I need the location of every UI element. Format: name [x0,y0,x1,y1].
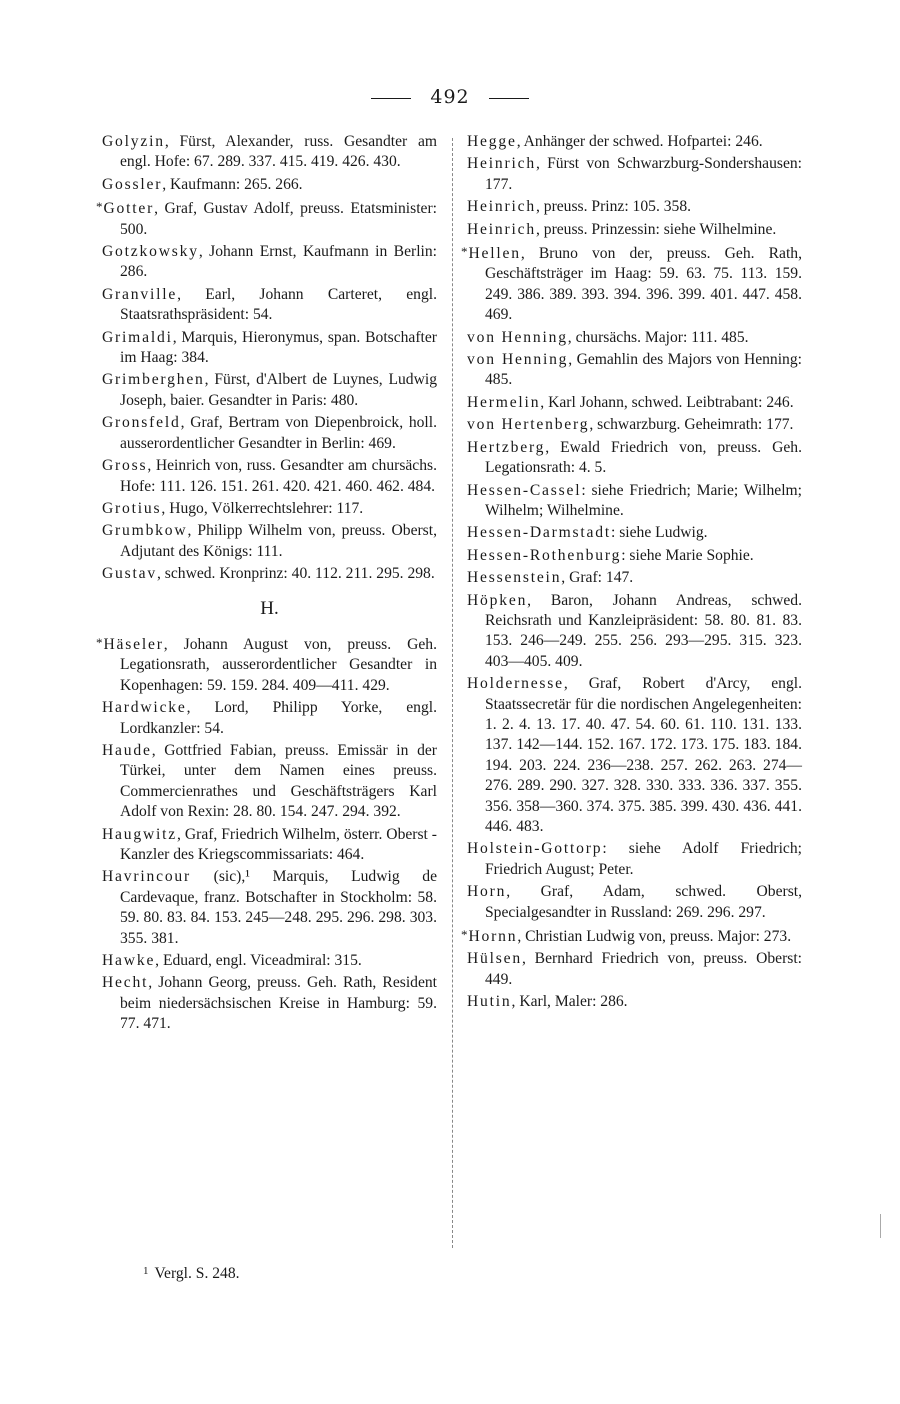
entry-text: , Gottfried Fabian, preuss. Emissär in der Türkei, unter dem Namen eines preuss. Commercienrathes und Geschäftsträgers Karl Adolf von Rexin: 28. 80. 154. 247. 294. 392. [120,741,437,821]
entry-text: , Johann Ernst, Kaufmann in Berlin: 286. [120,243,437,281]
entry-headword: Havrincour [102,868,192,886]
asterisk-icon: * [461,927,468,943]
index-entry [102,175,437,195]
entry-headword: Gronsfeld [102,414,181,432]
entry-text: , Karl, Maler: 286. [511,993,628,1011]
entry-text: , Fürst, Alexander, russ. Gesandter am engl. Hofe: 67. 289. 337. 415. 419. 426. 430. [120,133,437,171]
entry-text: , Graf, Bertram von Diepenbroick, holl. ausserordentlicher Gesandter in Berlin: 469. [120,414,437,452]
entry-headword: Höpken [467,591,528,609]
entry-text: , preuss. Prinz: 105. 358. [535,198,692,216]
entry-text: : siehe Friedrich; Marie; Wilhelm; Wilhelm; Wilhelmine. [485,481,802,519]
entry-headword: Hessen-Darmstadt [467,524,611,542]
entry-headword: Grimberghen [102,371,205,389]
asterisk-icon: * [96,634,103,650]
entry-headword: Hülsen [467,950,522,968]
header-rule-left [371,98,411,99]
entry-headword: Gross [102,457,148,475]
margin-mark [880,1214,881,1238]
entry-headword: von Hertenberg [467,416,590,434]
entry-text: , Marquis, Hieronymus, span. Botschafter im Haag: 384. [120,328,437,367]
entry-text: , Lord, Philipp Yorke, engl. Lordkanzler: 54. [120,699,437,737]
footnote [143,1265,240,1283]
entry-headword: Hessen-Cassel [467,481,582,499]
index-entry [102,698,437,739]
entry-headword: von Henning [467,351,569,369]
entry-headword: Hutin [467,993,512,1011]
entry-text: , Bernhard Friedrich von, preuss. Oberst: 449. [485,950,802,988]
entry-text: , Philipp Wilhelm von, preuss. Oberst, Adjutant des Königs: 111. [120,522,437,560]
index-entry [467,949,802,990]
entry-headword: Hecht [102,974,149,992]
entry-headword: Hegge [467,133,517,150]
entry-headword: Holstein-Gottorp [467,840,603,858]
entry-text: , Eduard, engl. Viceadmiral: 315. [155,952,362,970]
entry-headword: Golyzin [102,133,165,150]
entry-text: , Graf, Adam, schwed. Oberst, Specialgesandter in Russland: 269. 296. 297. [485,883,802,921]
header-rule-right [489,98,529,99]
entry-headword: Horn [467,883,507,901]
entry-headword: Haude [102,741,152,759]
entry-text: , Graf, Robert d'Arcy, engl. Staatssecretär für die nordischen Angelegenheiten: 1. 2. 4. 13. 17. 40. 47. 54. 60. 61. 110. 131. 133. 137. 142—144. 152. 167. 172. 173. 175. 183. 184. 194. 203. 224. 236—238. 257. 262. 263. 274—276. 289. 290. 327. 328. 330. 333. 336. 337. 355. 356. 358—360. 374. 375. 385. 399. 430. 436. 441. 446. 483. [485,675,802,835]
entry-headword: Häseler [103,635,164,653]
column-divider [452,138,453,1248]
entry-headword: Heinrich [467,155,536,173]
index-entry [467,674,802,837]
entry-headword: Grumbkow [102,522,188,540]
entry-text: , Hugo, Völkerrechtslehrer: 117. [161,499,364,517]
entry-headword: Hellen [468,245,521,263]
entry-text: : siehe Ludwig. [611,524,708,542]
entry-headword: Heinrich [467,220,536,238]
entry-text: , Bruno von der, preuss. Geh. Rath, Geschäftsträger im Haag: 59. 63. 75. 113. 159. 249. 386. 389. 393. 394. 396. 399. 401. 447. 458. 469. [485,245,802,324]
entry-headword: Gustav [102,565,157,583]
entry-headword: Gossler [102,175,163,193]
index-entry [467,523,802,543]
entry-text: , Fürst von Schwarzburg-Sondershausen: 177. [485,155,802,193]
entry-headword: Hardwicke [102,699,187,717]
index-entry [102,499,437,519]
entry-text: (sic),¹ Marquis, Ludwig de Cardevaque, franz. Botschafter in Stockholm: 58. 59. 80. 83. 84. 153. 245—248. 295. 296. 298. 303. 355. 381. [120,868,437,947]
index-entry [102,825,437,866]
index-entry [102,328,437,369]
index-entry [102,973,437,1034]
index-entry [96,633,437,696]
entry-headword: Gotter [103,200,155,218]
entry-text: , Fürst, d'Albert de Luynes, Ludwig Joseph, baier. Gesandter in Paris: 480. [120,371,437,409]
entry-text: , schwarzburg. Geheimrath: 177. [589,416,794,434]
footnote-text: Vergl. S. 248. [154,1265,240,1282]
page-number: 492 [430,86,470,108]
entry-headword: Hessen-Rothenburg [467,546,622,564]
entry-text: , chursächs. Major: 111. 485. [567,328,749,346]
entry-headword: Hermelin [467,393,541,411]
index-entry [467,328,802,348]
entry-headword: Holdernesse [467,675,564,693]
index-entry [467,591,802,673]
entry-text: , Anhänger der schwed. Hofpartei: 246. [516,133,763,150]
letter-heading: H. [260,597,279,619]
index-entry [467,350,802,391]
index-entry [102,564,437,584]
entry-text: , Graf, Gustav Adolf, preuss. Etatsminister: 500. [120,200,437,238]
entry-headword: Hornn [468,928,518,946]
entry-headword: Haugwitz [102,825,178,843]
index-entry [467,992,802,1012]
entry-text: , Heinrich von, russ. Gesandter am chursächs. Hofe: 111. 126. 151. 261. 420. 421. 460. 462. 484. [120,457,437,495]
index-entry [461,925,802,947]
index-entry [467,132,802,152]
page-header [0,86,900,108]
index-entry [467,415,802,435]
index-entry [461,242,802,326]
index-entry [102,741,437,823]
index-entry [102,132,437,173]
index-entry [467,197,802,217]
entry-headword: Granville [102,285,178,303]
asterisk-icon: * [96,199,103,215]
entry-text: , Karl Johann, schwed. Leibtrabant: 246. [540,393,794,411]
index-entry [102,285,437,326]
index-entry [102,242,437,283]
index-entry [102,456,437,497]
entry-headword: Gotzkowsky [102,243,199,261]
entry-headword: Grimaldi [102,328,173,346]
index-entry [467,481,802,522]
index-entries-h [96,633,437,1035]
index-entry [467,839,802,880]
footnote-mark: 1 [143,1265,149,1277]
entry-text: , Graf, Friedrich Wilhelm, österr. Oberst - Kanzler des Kriegscommissariats: 464. [120,825,437,863]
index-entry [467,220,802,240]
entry-text: , Kaufmann: 265. 266. [162,175,303,193]
right-column [461,132,802,1015]
entry-headword: Grotius [102,499,162,517]
entry-text: , Johann August von, preuss. Geh. Legationsrath, ausserordentlicher Gesandter in Kopenhagen: 59. 159. 284. 409—411. 429. [120,635,437,694]
entry-text: : siehe Adolf Friedrich; Friedrich August; Peter. [485,840,802,878]
asterisk-icon: * [461,244,468,260]
entry-text: , Ewald Friedrich von, preuss. Geh. Legationsrath: 4. 5. [485,438,802,477]
index-entry [102,413,437,454]
entry-text: , Gemahlin des Majors von Henning: 485. [485,351,802,389]
entry-text: : siehe Marie Sophie. [621,546,754,564]
index-entries-right [461,132,802,1013]
entry-text: , Graf: 147. [561,569,634,587]
left-column [96,132,437,1037]
index-entry [102,951,437,971]
entry-headword: Hawke [102,952,156,970]
entry-text: , Earl, Johann Carteret, engl. Staatsrathspräsident: 54. [120,285,437,324]
index-entry [467,546,802,566]
index-entry [102,521,437,562]
index-entry [467,568,802,588]
index-entry [467,154,802,195]
entry-text: , schwed. Kronprinz: 40. 112. 211. 295. 298. [156,565,435,583]
entry-text: , Baron, Johann Andreas, schwed. Reichsrath und Kanzleipräsident: 58. 80. 81. 83. 153. 246—249. 255. 256. 293—295. 315. 323. 403—405. 409. [485,591,802,670]
index-entries-g [96,132,437,585]
entry-text: , preuss. Prinzessin: siehe Wilhelmine. [535,220,777,238]
entry-headword: Hessenstein [467,569,562,587]
index-entry [102,370,437,411]
index-entry [467,882,802,923]
index-entry [467,393,802,413]
entry-text: , Johann Georg, preuss. Geh. Rath, Resident beim niedersächsischen Kreise in Hamburg: 59. 77. 471. [120,974,437,1033]
index-entry [467,438,802,479]
entry-headword: Hertzberg [467,438,546,456]
index-entry [102,867,437,949]
entry-headword: von Henning [467,328,568,346]
entry-headword: Heinrich [467,198,536,216]
entry-text: , Christian Ludwig von, preuss. Major: 273. [517,928,792,946]
index-entry [96,197,437,240]
